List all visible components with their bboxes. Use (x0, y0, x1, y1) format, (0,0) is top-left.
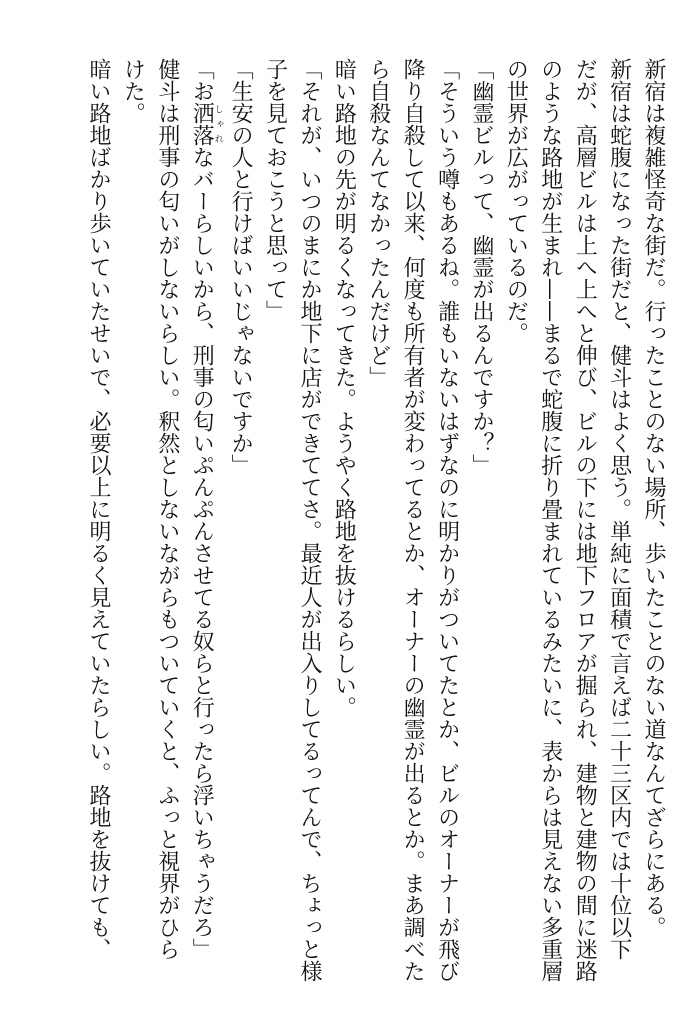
text-line: 新宿は蛇腹になった街だと、健斗はよく思う。単純に面積で言えば二十三区内では十位以下 (606, 58, 632, 960)
dialogue-line: 「そういう噂もあるね。誰もいないはずなのに明かりがついてたとか、ビルのオーナーが飛び (434, 58, 460, 982)
ruby-line-before: 「お (189, 58, 215, 102)
text-line: 健斗は刑事の匂いがしないらしい。釈然としないながらもついていくと、ふっと視界がひら (154, 58, 180, 960)
text-line: だが、高層ビルは上へ上へと伸び、ビルの下には地下フロアが掘られ、建物と建物の間に迷路 (572, 58, 598, 982)
ruby-reading: しゃれ (212, 102, 223, 146)
dialogue-line: 「それが、いつのまにか地下に店ができててさ。最近人が出入りしてるってんで、ちょっと様 (296, 58, 322, 982)
text-line: 暗い路地ばかり歩いていたせいで、必要以上に明るく見えていたらしい。路地を抜けても、 (86, 58, 111, 960)
text-line: 暗い路地の先が明るくなってきた。ようやく路地を抜けるらしい。 (331, 58, 357, 718)
dialogue-line-with-ruby (184, 58, 223, 958)
text-line: の世界が広がっているのだ。 (503, 58, 529, 344)
text-line: のような路地が生まれ——まるで蛇腹に折り畳まれているみたいに、表からは見えない多重層 (537, 58, 563, 982)
ruby-word (189, 102, 223, 146)
dialogue-line: ら自殺なんてなかったんだけど」 (365, 58, 391, 388)
ruby-line-after: なバーらしいから、刑事の匂いぷんぷんさせてる奴らと行ったら浮いちゃうだろ」 (189, 146, 215, 960)
dialogue-line: 「生安の人と行けばいいじゃないですか」 (228, 58, 254, 476)
text-line: けた。 (120, 58, 146, 124)
text-line: 新宿は複雑怪奇な街だ。行ったことのない場所、歩いたことのない道なんてざらにある。 (641, 58, 666, 938)
vertical-text-body (20, 58, 670, 982)
dialogue-line: 「幽霊ビルって、幽霊が出るんですか？」 (468, 58, 494, 476)
ruby-base: 洒落 (189, 102, 215, 146)
dialogue-line: 降り自殺して以来、何度も所有者が変わってるとか、オーナーの幽霊が出るとか。まあ調べた (400, 58, 426, 982)
dialogue-line: 子を見ておこうと思って」 (262, 58, 288, 322)
